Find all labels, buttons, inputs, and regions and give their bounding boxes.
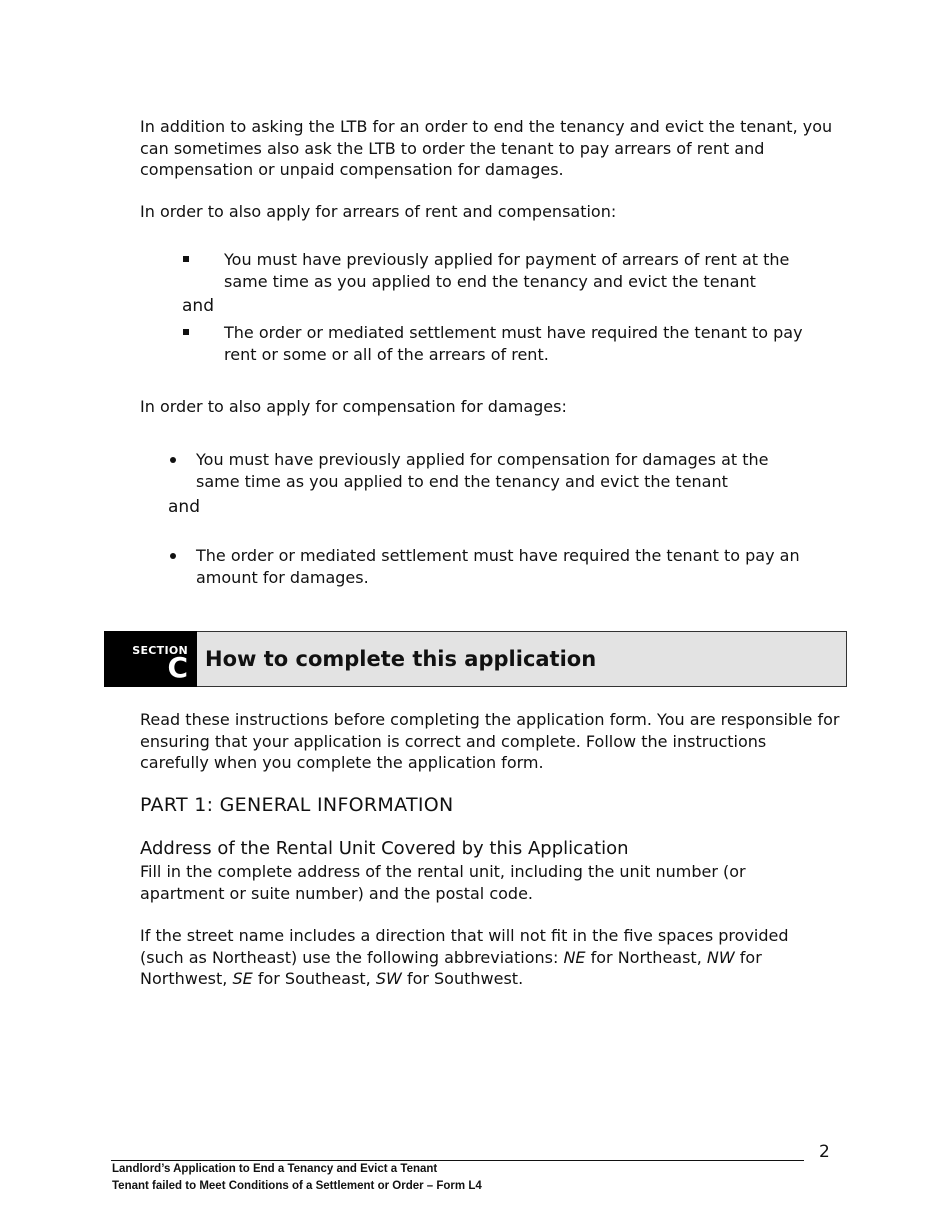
abbr-se: SE bbox=[232, 969, 253, 988]
arrears-bullet-1: You must have previously applied for payment of arrears of rent at the same time as you applied to end the tenancy and evict the tenant bbox=[224, 250, 790, 291]
square-bullet-icon bbox=[183, 329, 189, 335]
and-connector: and bbox=[182, 296, 214, 316]
footer-line-1: Landlord’s Application to End a Tenancy and Evict a Tenant bbox=[112, 1163, 438, 1175]
section-letter: C bbox=[167, 651, 188, 684]
and-connector: and bbox=[168, 497, 200, 517]
abbr-ne-meaning: for Northeast, bbox=[590, 947, 702, 967]
arrears-bullet-2: The order or mediated settlement must have required the tenant to pay rent or some or all of the arrears of rent. bbox=[224, 323, 803, 364]
part-heading: PART 1: GENERAL INFORMATION bbox=[140, 794, 454, 816]
abbr-sw: SW bbox=[375, 969, 402, 988]
section-title-box bbox=[197, 631, 847, 687]
street-direction-text bbox=[140, 925, 820, 990]
intro-paragraph: In addition to asking the LTB for an order to end the tenancy and evict the tenant, you can sometimes also ask the LTB to order the tenant to pay arrears of rent and compensation or unpaid compensation for damages. bbox=[140, 117, 833, 179]
address-heading: Address of the Rental Unit Covered by this Application bbox=[140, 838, 629, 859]
round-bullet-icon bbox=[170, 553, 176, 559]
abbr-nw: NW bbox=[706, 947, 735, 967]
street-text-intro: If the street name includes a direction that will not fit in the five spaces provided (such as Northeast) use the following abbreviations: bbox=[140, 926, 789, 967]
section-title: How to complete this application bbox=[205, 647, 597, 671]
page-number: 2 bbox=[819, 1142, 830, 1162]
round-bullet-icon bbox=[170, 457, 176, 463]
instructions-paragraph: Read these instructions before completing the application form. You are responsible for ensuring that your application is correct and complete. Follow the instructions carefully when you complete the application form. bbox=[140, 710, 840, 772]
abbr-nw-meaning: for Northwest, bbox=[140, 947, 762, 988]
abbr-ne: NE bbox=[563, 947, 586, 967]
abbr-se-meaning: for Southeast, bbox=[257, 969, 371, 988]
section-word: SECTION bbox=[132, 644, 188, 657]
damages-bullet-2: The order or mediated settlement must have required the tenant to pay an amount for damages. bbox=[196, 546, 800, 587]
footer-divider bbox=[111, 1160, 804, 1161]
square-bullet-icon bbox=[183, 256, 189, 262]
footer-line-2: Tenant failed to Meet Conditions of a Settlement or Order – Form L4 bbox=[112, 1180, 482, 1192]
abbr-sw-meaning: for Southwest. bbox=[406, 969, 524, 988]
section-label bbox=[104, 631, 197, 687]
address-text: Fill in the complete address of the rental unit, including the unit number (or apartment or suite number) and the postal code. bbox=[140, 862, 746, 903]
damages-intro: In order to also apply for compensation for damages: bbox=[140, 397, 567, 416]
damages-bullet-1: You must have previously applied for compensation for damages at the same time as you applied to end the tenancy and evict the tenant bbox=[196, 450, 769, 491]
arrears-intro: In order to also apply for arrears of rent and compensation: bbox=[140, 202, 617, 221]
section-header bbox=[104, 631, 848, 687]
